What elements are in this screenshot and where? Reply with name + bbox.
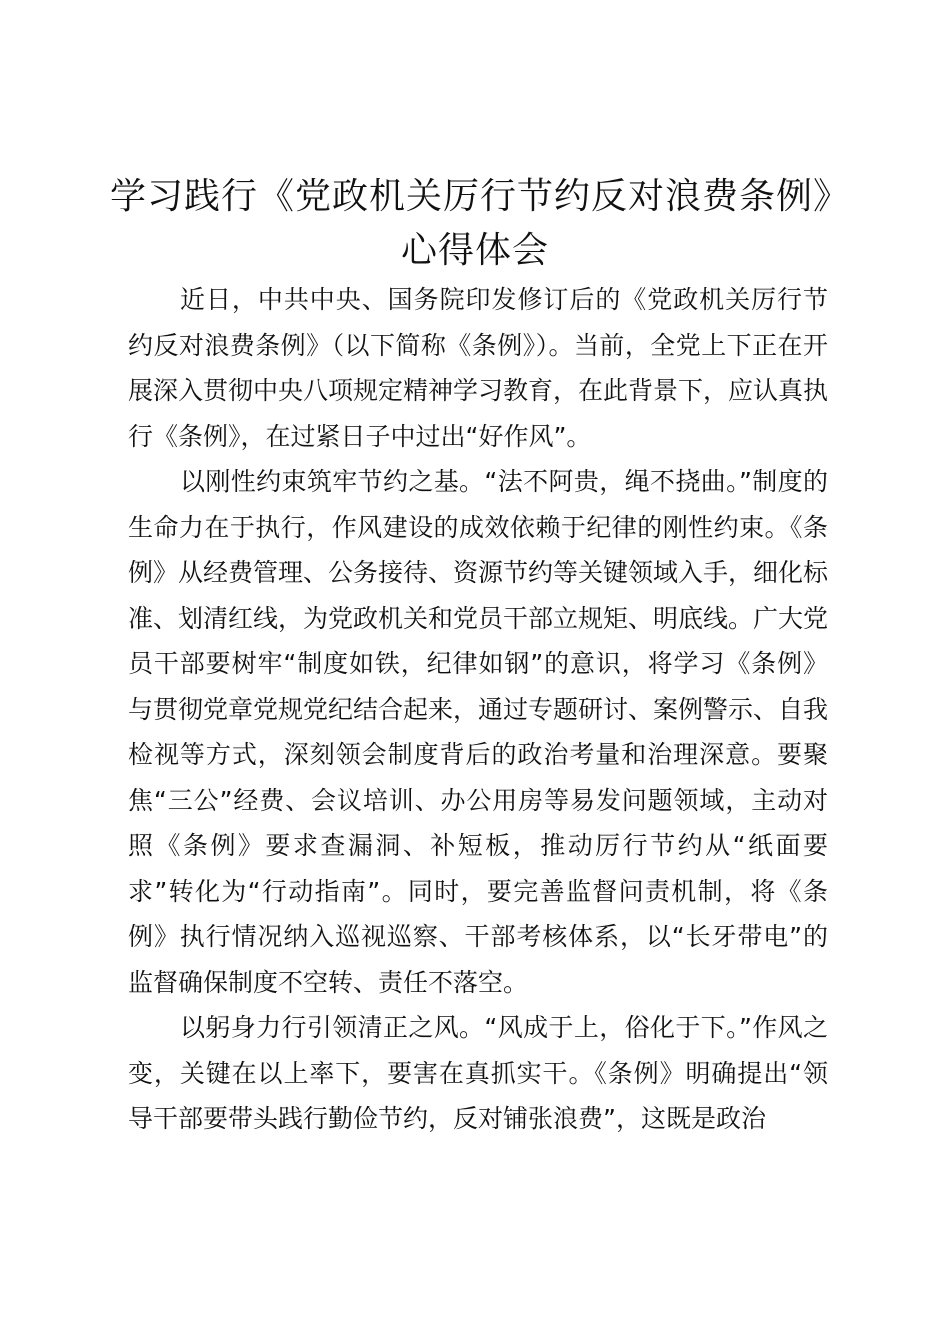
document-body bbox=[128, 277, 828, 1142]
paragraph-intro: 近日，中共中央、国务院印发修订后的《党政机关厉行节约反对浪费条例》（以下简称《条例》）。当前，全党上下正在开展深入贯彻中央八项规定精神学习教育，在此背景下，应认真执行《条例》，在过紧日子中过出“好作风”。 bbox=[128, 285, 829, 451]
title-line-2: 心得体会 bbox=[400, 230, 549, 271]
document-title bbox=[110, 170, 851, 278]
paragraph-rigid-constraints: 以刚性约束筑牢节约之基。“法不阿贵，绳不挠曲。”制度的生命力在于执行，作风建设的成效依赖于纪律的刚性约束。《条例》从经费管理、公务接待、资源节约等关键领域入手，细化标准、划清红线，为党政机关和党员干部立规矩、明底线。广大党员干部要树牢“制度如铁，纪律如钢”的意识，将学习《条例》与贯彻党章党规党纪结合起来，通过专题研讨、案例警示、自我检视等方式，深刻领会制度背后的政治考量和治理深意。要聚焦“三公”经费、会议培训、办公用房等易发问题领域，主动对照《条例》要求查漏洞、补短板，推动厉行节约从“纸面要求”转化为“行动指南”。同时，要完善监督问责机制，将《条例》执行情况纳入巡视巡察、干部考核体系，以“长牙带电”的监督确保制度不空转、责任不落空。 bbox=[128, 467, 829, 997]
paragraph-lead-by-example: 以躬身力行引领清正之风。“风成于上，俗化于下。”作风之变，关键在以上率下，要害在真抓实干。《条例》明确提出“领导干部要带头践行勤俭节约，反对铺张浪费”，这既是政治 bbox=[128, 1013, 828, 1133]
title-line-1: 学习践行《党政机关厉行节约反对浪费条例》 bbox=[110, 176, 851, 217]
